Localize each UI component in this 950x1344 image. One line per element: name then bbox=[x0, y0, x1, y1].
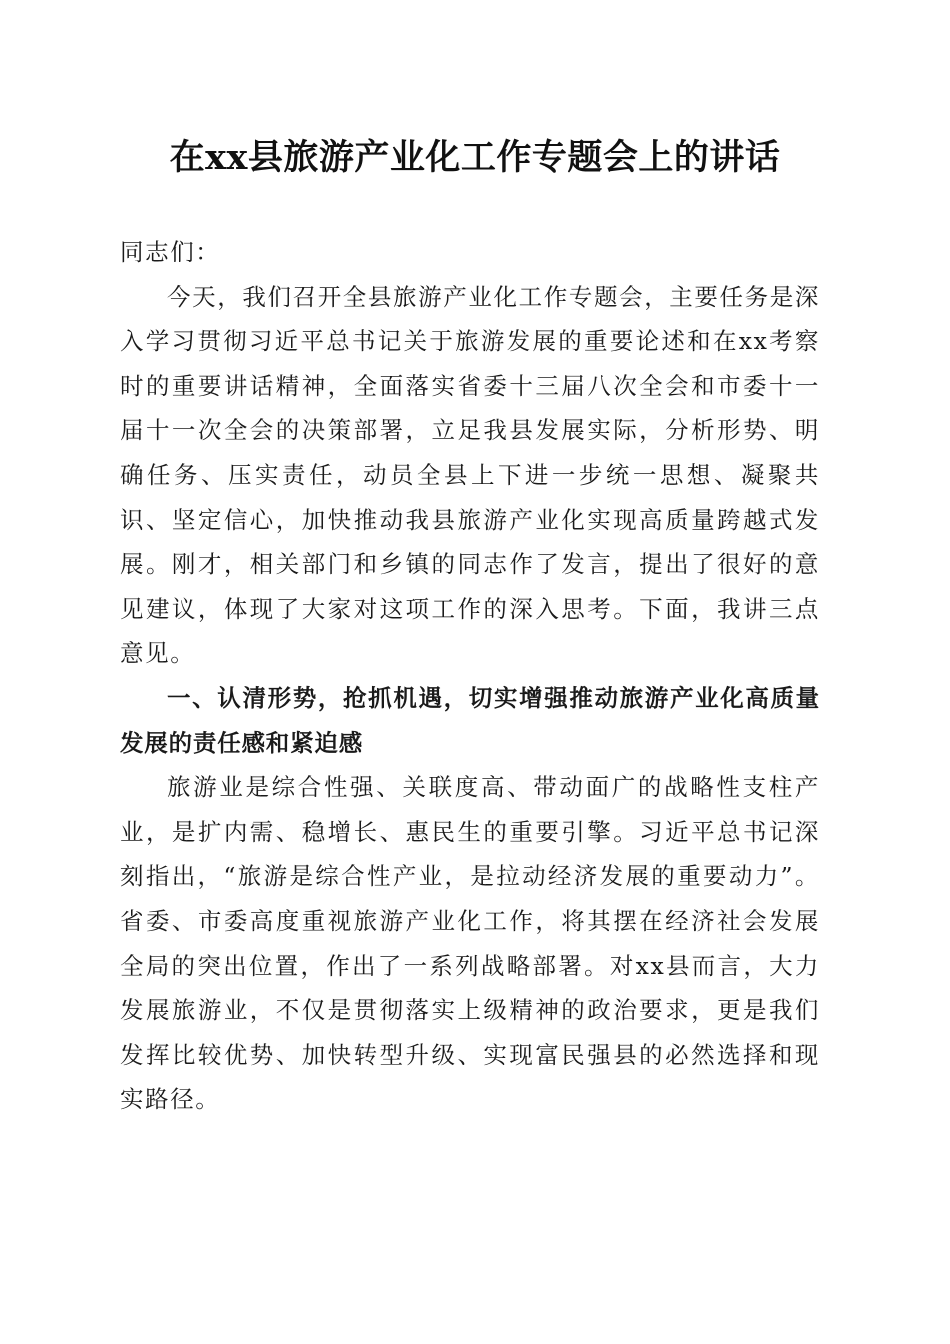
opening-paragraph: 今天，我们召开全县旅游产业化工作专题会，主要任务是深入学习贯彻习近平总书记关于旅游发展的重要论述和在xx考察时的重要讲话精神，全面落实省委十三届八次全会和市委十一届十一次全会的决策部署，立足我县发展实际，分析形势、明确任务、压实责任，动员全县上下进一步统一思想、凝聚共识、坚定信心，加快推动我县旅游产业化实现高质量跨越式发展。刚才，相关部门和乡镇的同志作了发言，提出了很好的意见建议，体现了大家对这项工作的深入思考。下面，我讲三点意见。 bbox=[120, 282, 820, 668]
section-1-paragraph: 旅游业是综合性强、关联度高、带动面广的战略性支柱产业，是扩内需、稳增长、惠民生的重要引擎。习近平总书记深刻指出，“旅游是综合性产业，是拉动经济发展的重要动力”。省委、市委高度重视旅游产业化工作，将其摆在经济社会发展全局的突出位置，作出了一系列战略部署。对xx县而言，大力发展旅游业，不仅是贯彻落实上级精神的政治要求，更是我们发挥比较优势、加快转型升级、实现富民强县的必然选择和现实路径。 bbox=[120, 773, 820, 1114]
document-body bbox=[120, 230, 820, 1122]
document-title: 在xx县旅游产业化工作专题会上的讲话 bbox=[169, 137, 781, 178]
salutation: 同志们： bbox=[120, 238, 221, 266]
section-1-heading: 一、认清形势，抢抓机遇，切实增强推动旅游产业化高质量发展的责任感和紧迫感 bbox=[120, 683, 820, 757]
